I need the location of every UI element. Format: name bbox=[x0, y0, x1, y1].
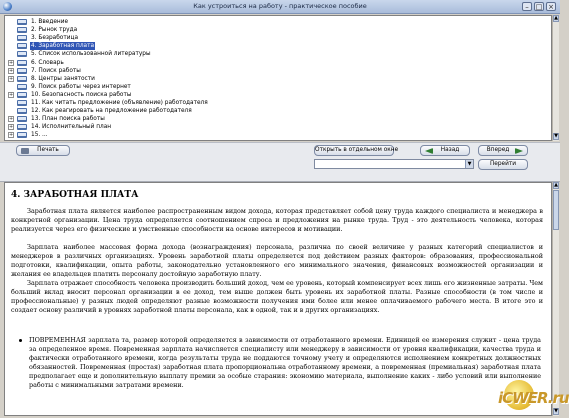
book-icon bbox=[17, 84, 27, 90]
tree-item-label: 7. Поиск работы bbox=[31, 67, 81, 74]
expand-plus-icon[interactable]: + bbox=[9, 67, 14, 74]
tree-item-label: 2. Рынок труда bbox=[31, 27, 78, 34]
open-in-new-window-button[interactable]: Открыть в отдельном окне bbox=[314, 145, 394, 156]
window-title: Как устроиться на работу - практическое пособие bbox=[193, 2, 367, 10]
tree-item-label: 14. Исполнительный план bbox=[31, 124, 112, 131]
title-bar bbox=[0, 0, 560, 14]
back-arrow-icon bbox=[425, 148, 433, 154]
book-icon bbox=[17, 51, 27, 57]
expand-plus-icon[interactable]: + bbox=[9, 116, 14, 123]
go-button[interactable]: Перейти bbox=[478, 159, 528, 170]
scroll-up-arrow-icon[interactable]: ▲ bbox=[554, 182, 558, 188]
tree-item-label: 3. Безработица bbox=[31, 35, 78, 42]
site-watermark-logo bbox=[498, 380, 569, 416]
book-icon bbox=[17, 60, 27, 66]
scroll-down-arrow-icon[interactable]: ▼ bbox=[554, 408, 558, 414]
back-button[interactable]: Назад bbox=[420, 145, 470, 156]
tree-item-label: 6. Словарь bbox=[31, 59, 64, 66]
book-icon bbox=[17, 92, 27, 98]
expand-plus-icon[interactable]: + bbox=[9, 91, 14, 98]
forward-button[interactable]: Вперед bbox=[478, 145, 528, 156]
search-combobox[interactable] bbox=[314, 159, 474, 169]
scroll-thumb[interactable] bbox=[553, 190, 559, 230]
book-icon bbox=[17, 35, 27, 41]
tree-item-label: 15. ... bbox=[31, 132, 48, 139]
book-icon bbox=[17, 116, 27, 122]
book-icon bbox=[17, 76, 27, 82]
book-icon bbox=[17, 124, 27, 130]
tree-item-label: 11. Как читать предложение (объявление) работодателя bbox=[31, 100, 208, 106]
printer-icon bbox=[21, 148, 29, 154]
book-icon bbox=[17, 27, 27, 33]
expand-plus-icon[interactable]: + bbox=[9, 59, 14, 66]
tree-item-label: 13. План поиска работы bbox=[31, 116, 105, 123]
tree-scrollbar[interactable] bbox=[552, 15, 559, 141]
minimize-button[interactable]: – bbox=[522, 2, 532, 11]
book-icon bbox=[17, 132, 27, 138]
bullet-icon bbox=[19, 339, 22, 342]
close-button[interactable]: × bbox=[546, 2, 556, 11]
scroll-up-arrow-icon[interactable]: ▲ bbox=[554, 15, 558, 21]
tree-item-label: 4. Заработная плата bbox=[31, 43, 95, 50]
print-button[interactable]: Печать bbox=[16, 145, 70, 156]
article-paragraph: Зарплата наиболее массовая форма дохода (вознаграждения) персонала, различна по своей величине у разных категорий специалистов и менеджеров в различных организациях. Уровень заработной платы определяется под действием разных факторов: образования, профессиональной подготовки, квалификации, опыта работы, законодательно установленного его минимального значения, финансовых возможностей организации и желания ее владельцев платить персоналу достойную заработную плату. bbox=[11, 243, 543, 278]
bullet-list-item bbox=[29, 336, 541, 390]
book-icon bbox=[17, 108, 27, 114]
scroll-down-arrow-icon[interactable]: ▼ bbox=[554, 133, 558, 139]
book-icon bbox=[17, 100, 27, 106]
tree-item-label: 9. Поиск работы через интернет bbox=[31, 83, 131, 90]
article-view bbox=[4, 182, 552, 416]
book-icon bbox=[17, 19, 27, 25]
chevron-down-icon[interactable]: ▼ bbox=[465, 160, 473, 168]
article-paragraph: Заработная плата является наиболее распространенным видом дохода, которая представляет собой цену труда каждого специалиста и менеджера в конкретной организации. Цена труда определяется соотношением спроса и предложения на рынке труда. Труд - это деятельность человека, которая реализуется через его физические и умственные способности на основе интересов и мотивации. bbox=[11, 207, 543, 233]
tree-item-label: 12. Как реагировать на предложение работодателя bbox=[31, 108, 192, 115]
expand-plus-icon[interactable]: + bbox=[9, 124, 14, 131]
tree-item-label: 10. Безопасность поиска работы bbox=[31, 91, 132, 98]
contents-tree[interactable] bbox=[4, 15, 552, 141]
navigation-toolbar bbox=[0, 142, 560, 182]
bullet-text: ПОВРЕМЕННАЯ зарплата та, размер которой определяется в зависимости от отработанного времени. Единицей ее измерения служит - цена труда за определенное время. Повременная зарплата начисляется специалисту или менеджеру в зависимости от уровня квалификации, качества труда и фактически отработанного времени, когда результаты труда не поддаются точному учету и определяются исполнением конкретных должностных обязанностей. Повременная (простая) заработная плата пропорциональна отработанному времени, а повременная (премиальная) заработная плата предполагает еще и дополнительную выплату премии за особые старания: экономию материала, выполнение каких - либо условий или выполнение работы с минимальными затратами времени. bbox=[29, 336, 541, 389]
article-paragraph: Зарплата отражает способность человека производить больший доход, чем ее уровень, который компенсирует всех лишь его жизненные затраты. Чем больший вклад вносит персонал организации в ее доход, тем выше должен быть уровень их заработной платы. Разные способности (в том числе и профессиональные) у разных людей определяют разные возможности получения ими более или менее оплачиваемого рабочего места. В итоге это и создает основу различий в уровнях заработной платы персонала, как в одной, так и в других организациях. bbox=[11, 279, 544, 314]
tree-item-label: 5. Список использованной литературы bbox=[31, 51, 151, 58]
tree-item-label: 1. Введение bbox=[31, 19, 69, 25]
expand-plus-icon[interactable]: + bbox=[9, 75, 14, 82]
article-heading: 4. ЗАРАБОТНАЯ ПЛАТА bbox=[11, 190, 139, 200]
expand-plus-icon[interactable]: + bbox=[9, 132, 14, 139]
watermark-text: iCWER.ru bbox=[498, 389, 569, 407]
maximize-button[interactable]: □ bbox=[535, 3, 543, 11]
forward-arrow-icon bbox=[515, 148, 523, 154]
book-icon bbox=[17, 68, 27, 74]
book-icon bbox=[17, 43, 27, 49]
tree-item-label: 8. Центры занятости bbox=[31, 75, 95, 82]
